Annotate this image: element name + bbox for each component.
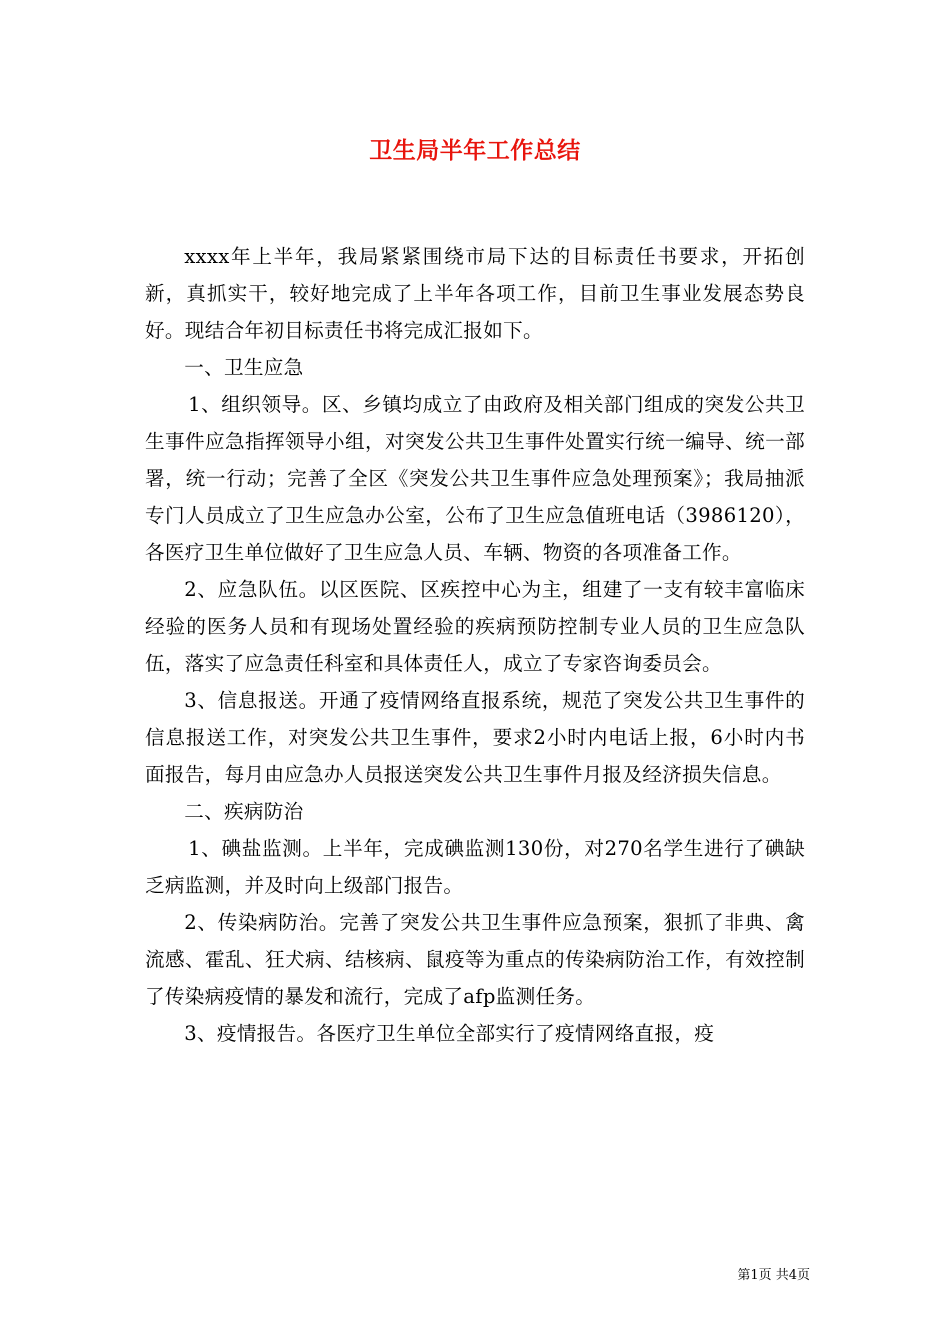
intro-paragraph: xxxx年上半年，我局紧紧围绕市局下达的目标责任书要求，开拓创新，真抓实干，较好地完成了上半年各项工作，目前卫生事业发展态势良好。现结合年初目标责任书将完成汇报如下。 (145, 245, 805, 342)
section-heading-health-emergency: 一、卫生应急 (184, 356, 304, 379)
paragraph-emergency-team: 2、应急队伍。以区医院、区疾控中心为主，组建了一支有较丰富临床经验的医务人员和有现场处置经验的疾病预防控制专业人员的卫生应急队伍，落实了应急责任科室和具体责任人，成立了专家咨询委员会。 (145, 578, 805, 675)
paragraph-organization-leadership: 1、组织领导。区、乡镇均成立了由政府及相关部门组成的突发公共卫生事件应急指挥领导小组，对突发公共卫生事件处置实行统一编导、统一部署，统一行动；完善了全区《突发公共卫生事件应急处理预案》；我局抽派专门人员成立了卫生应急办公室，公布了卫生应急值班电话（3986120），各医疗卫生单位做好了卫生应急人员、车辆、物资的各项准备工作。 (145, 393, 805, 564)
page-number-footer: 第1页 共4页 (737, 1268, 810, 1283)
section-heading-disease-control: 二、疾病防治 (184, 800, 304, 823)
paragraph-epidemic-reporting: 3、疫情报告。各医疗卫生单位全部实行了疫情网络直报，疫 (184, 1022, 715, 1045)
paragraph-iodized-salt-monitoring: 1、碘盐监测。上半年，完成碘监测130份，对270名学生进行了碘缺乏病监测，并及时向上级部门报告。 (145, 837, 805, 897)
paragraph-information-reporting: 3、信息报送。开通了疫情网络直报系统，规范了突发公共卫生事件的信息报送工作，对突发公共卫生事件，要求2小时内电话上报，6小时内书面报告，每月由应急办人员报送突发公共卫生事件月报及经济损失信息。 (145, 689, 805, 786)
document-title: 卫生局半年工作总结 (369, 137, 581, 164)
paragraph-infectious-disease-control: 2、传染病防治。完善了突发公共卫生事件应急预案，狠抓了非典、禽流感、霍乱、狂犬病、结核病、鼠疫等为重点的传染病防治工作，有效控制了传染病疫情的暴发和流行，完成了afp监测任务。 (145, 911, 805, 1008)
document-body (145, 238, 805, 1052)
